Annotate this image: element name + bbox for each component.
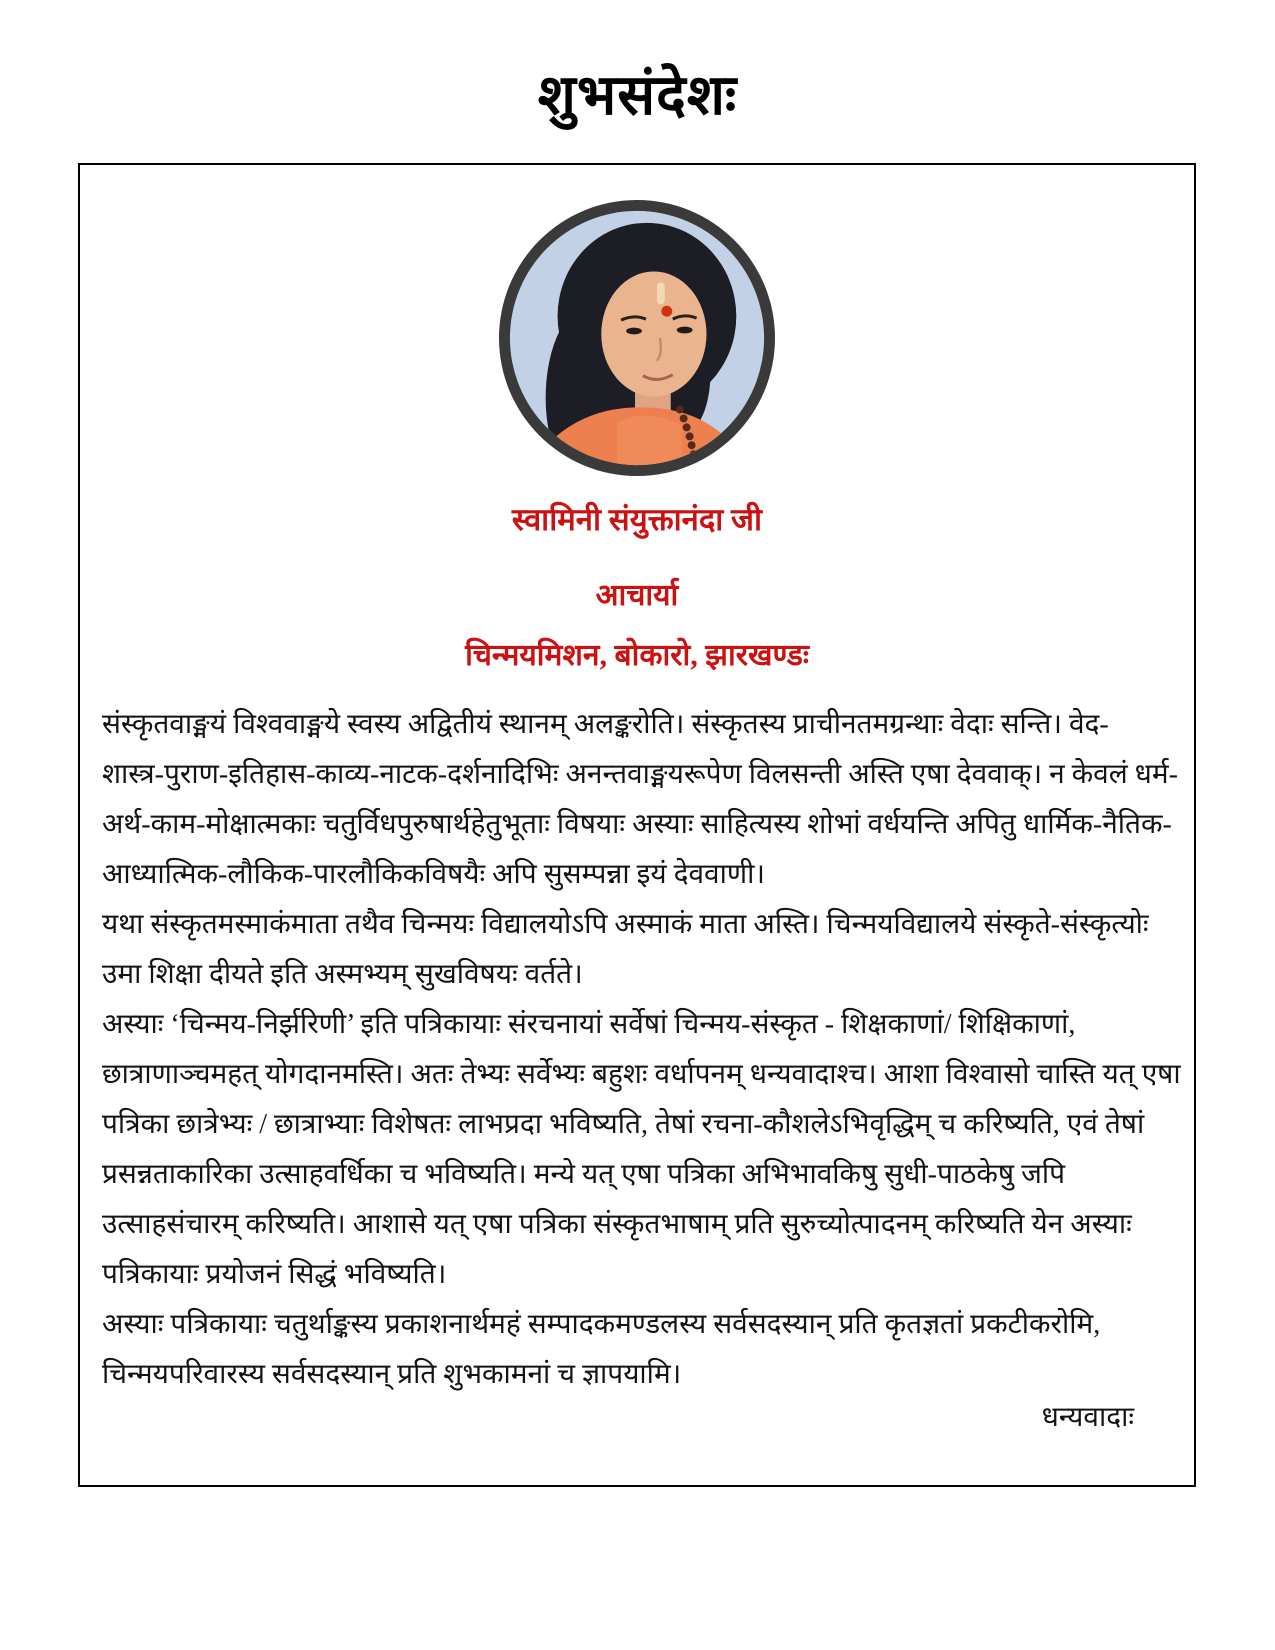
body-line: अर्थ-काम-मोक्षात्मकाः चतुर्विधपुरुषार्थहेतुभूताः विषयाः अस्याः साहित्यस्य शोभां वर्धयन्ति अपितु धार्मिक-नैतिक- <box>102 809 1172 840</box>
body-line: पत्रिका छात्रेभ्यः / छात्राभ्याः विशेषतः लाभप्रदा भविष्यति, तेषां रचना-कौशलेऽभिवृद्धिम् च करिष्यति, एवं तेषां <box>102 1109 1145 1140</box>
body-line: पत्रिकायाः प्रयोजनं सिद्धं भविष्यति। <box>102 1259 447 1290</box>
body-line: उत्साहसंचारम् करिष्यति। आशासे यत् एषा पत्रिका संस्कृतभाषाम् प्रति सुरुच्योत्पादनम् करिष्यति येन अस्याः <box>102 1209 1132 1240</box>
body-line: अस्याः पत्रिकायाः चतुर्थाङ्कस्य प्रकाशनार्थमहं सम्पादकमण्डलस्य सर्वसदस्यान् प्रति कृतज्ञतां प्रकटीकरोमि, <box>102 1309 1101 1340</box>
message-body <box>102 700 1181 1400</box>
person-name: स्वामिनी संयुक्तानंदा जी <box>511 502 763 537</box>
body-line: आध्यात्मिक-लौकिक-पारलौकिकविषयैः अपि सुसम्पन्ना इयं देववाणी। <box>102 859 765 890</box>
portrait-photo <box>80 199 1194 477</box>
body-line: यथा संस्कृतमस्माकंमाता तथैव चिन्मयः विद्यालयोऽपि अस्माकं माता अस्ति। चिन्मयविद्यालये संस्कृते-संस्कृत्योः <box>102 909 1149 940</box>
body-line: उमा शिक्षा दीयते इति अस्मभ्यम् सुखविषयः वर्तते। <box>102 959 583 990</box>
closing-thanks: धन्यवादाः <box>1041 1402 1134 1433</box>
person-designation: आचार्या <box>595 579 679 612</box>
body-line: शास्त्र-पुराण-इतिहास-काव्य-नाटक-दर्शनादिभिः अनन्तवाङ्मयरूपेण विलसन्ती अस्ति एषा देववाक्। न केवलं धर्म- <box>102 759 1178 790</box>
body-line: छात्राणाञ्चमहत् योगदानमस्ति। अतः तेभ्यः सर्वेभ्यः बहुशः वर्धापनम् धन्यवादाश्च। आशा विश्वासो चास्ति यत् एषा <box>102 1059 1181 1090</box>
body-line: अस्याः ‘चिन्मय-निर्झरिणी’ इति पत्रिकायाः संरचनायां सर्वेषां चिन्मय-संस्कृत - शिक्षकाणां/ शिक्षिकाणां, <box>102 1009 1076 1040</box>
page-title: शुभसंदेशः <box>537 65 738 127</box>
body-line: प्रसन्नताकारिका उत्साहवर्धिका च भविष्यति। मन्ये यत् एषा पत्रिका अभिभावकिषु सुधी-पाठकेषु जपि <box>102 1159 1066 1190</box>
body-line: चिन्मयपरिवारस्य सर्वसदस्यान् प्रति शुभकामनां च ज्ञापयामि। <box>102 1359 682 1390</box>
person-organization: चिन्मयमिशन, बोकारो, झारखण्डः <box>465 639 809 672</box>
content-frame <box>78 163 1196 1487</box>
body-line: संस्कृतवाङ्मयं विश्ववाङ्मये स्वस्य अद्वितीयं स्थानम् अलङ्करोति। संस्कृतस्य प्राचीनतमग्रन्थाः वेदाः सन्ति। वेद- <box>102 709 1109 740</box>
bindi <box>661 306 672 317</box>
portrait-image <box>498 199 776 477</box>
